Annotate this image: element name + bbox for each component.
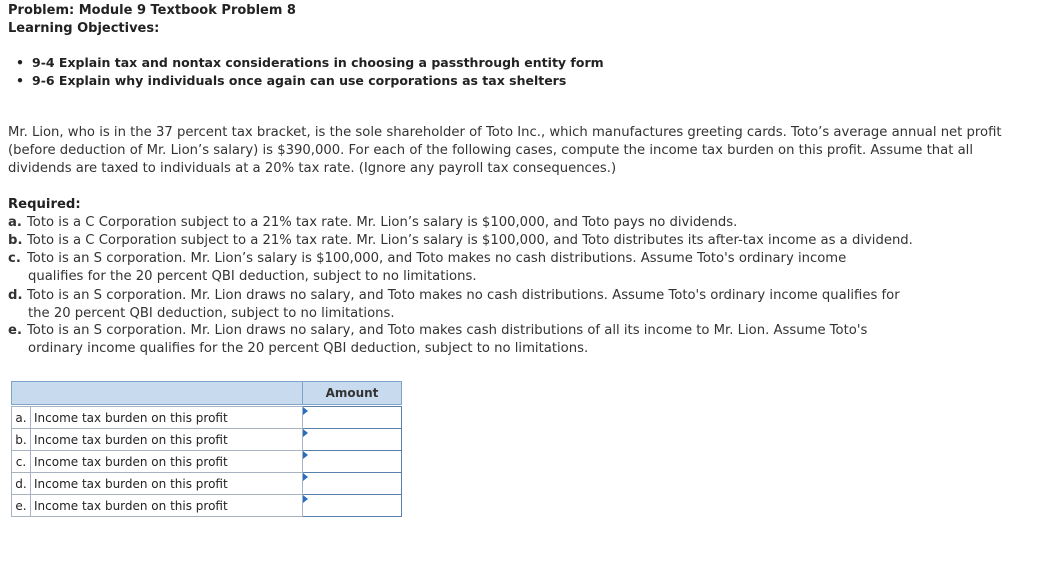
row-label: Income tax burden on this profit: [31, 407, 303, 429]
bullet-icon: •: [16, 55, 24, 70]
amount-input-a[interactable]: [303, 408, 401, 427]
required-letter: d.: [8, 288, 23, 303]
required-text: Toto is an S corporation. Mr. Lion’s salary is $100,000, and Toto makes no cash distributions. Assume Toto's ordinary income: [27, 251, 847, 266]
row-label: Income tax burden on this profit: [31, 495, 303, 517]
required-text-continued: qualifies for the 20 percent QBI deduction, subject to no limitations.: [28, 269, 477, 284]
amount-input-c[interactable]: [303, 452, 401, 471]
required-letter: b.: [8, 233, 23, 248]
objective-text: 9-4 Explain tax and nontax considerations in choosing a passthrough entity form: [32, 55, 604, 70]
table-row: [12, 429, 402, 451]
required-text-continued: the 20 percent QBI deduction, subject to no limitations.: [28, 306, 395, 321]
required-text: Toto is a C Corporation subject to a 21% tax rate. Mr. Lion’s salary is $100,000, and Toto pays no dividends.: [27, 215, 738, 230]
table-header-row: [12, 382, 402, 405]
table-row: [12, 407, 402, 429]
row-letter: e.: [12, 495, 31, 517]
required-title: Required:: [8, 197, 81, 212]
row-label: Income tax burden on this profit: [31, 451, 303, 473]
problem-title: Problem: Module 9 Textbook Problem 8: [8, 3, 296, 18]
input-marker-icon: [303, 451, 308, 459]
amount-input-b[interactable]: [303, 430, 401, 449]
required-item-c: [8, 250, 1033, 286]
amount-input-cell[interactable]: [303, 407, 402, 429]
objective-item: [16, 54, 604, 72]
required-item-d: [8, 287, 1033, 323]
table-row: [12, 451, 402, 473]
input-marker-icon: [303, 429, 308, 437]
table-row: [12, 473, 402, 495]
amount-column-header: Amount: [303, 382, 402, 405]
amount-input-d[interactable]: [303, 474, 401, 493]
table-row: [12, 495, 402, 517]
objective-item: [16, 72, 567, 90]
row-label: Income tax burden on this profit: [31, 473, 303, 495]
table-header-blank: [12, 382, 303, 405]
required-letter: e.: [8, 323, 22, 338]
problem-intro: Mr. Lion, who is in the 37 percent tax bracket, is the sole shareholder of Toto Inc., which manufactures greeting cards. Toto’s average annual net profit (before deduction of Mr. Lion’s salary) is $390,000. For each of the following cases, compute the income tax burden on this profit. Assume that all dividends are taxed to individuals at a 20% tax rate. (Ignore any payroll tax consequences.): [8, 125, 1002, 176]
amount-input-cell[interactable]: [303, 495, 402, 517]
objective-text: 9-6 Explain why individuals once again can use corporations as tax shelters: [32, 73, 567, 88]
required-text: Toto is an S corporation. Mr. Lion draws no salary, and Toto makes cash distributions of all its income to Mr. Lion. Assume Toto's: [27, 323, 868, 338]
learning-objectives-title: Learning Objectives:: [8, 21, 160, 36]
amount-input-cell[interactable]: [303, 451, 402, 473]
row-letter: a.: [12, 407, 31, 429]
required-letter: c.: [8, 251, 21, 266]
required-text: Toto is a C Corporation subject to a 21% tax rate. Mr. Lion’s salary is $100,000, and Toto distributes its after-tax income as a dividend.: [27, 233, 913, 248]
amount-input-cell[interactable]: [303, 429, 402, 451]
input-marker-icon: [303, 473, 308, 481]
amount-input-cell[interactable]: [303, 473, 402, 495]
required-text: Toto is an S corporation. Mr. Lion draws no salary, and Toto makes no cash distributions. Assume Toto's ordinary income qualifies for: [27, 288, 900, 303]
amount-input-e[interactable]: [303, 496, 401, 515]
input-marker-icon: [303, 407, 308, 415]
row-letter: b.: [12, 429, 31, 451]
required-text-continued: ordinary income qualifies for the 20 percent QBI deduction, subject to no limitations.: [28, 341, 589, 356]
required-item-b: [8, 232, 1033, 250]
required-item-e: [8, 322, 1033, 358]
required-letter: a.: [8, 215, 22, 230]
row-letter: c.: [12, 451, 31, 473]
required-item-a: [8, 214, 1033, 232]
input-marker-icon: [303, 495, 308, 503]
row-letter: d.: [12, 473, 31, 495]
bullet-icon: •: [16, 73, 24, 88]
row-label: Income tax burden on this profit: [31, 429, 303, 451]
answer-table: [11, 381, 402, 517]
